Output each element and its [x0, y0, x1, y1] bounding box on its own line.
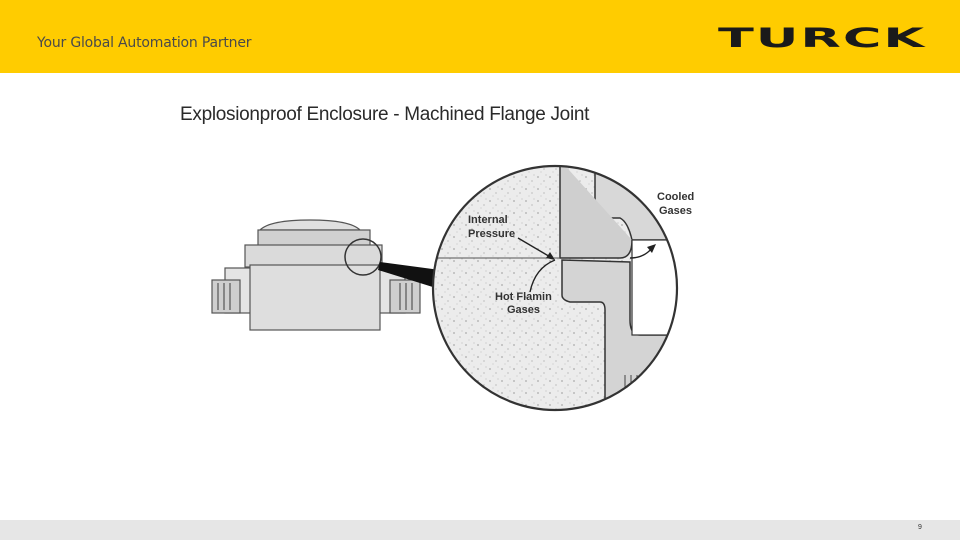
label-internal-pressure-1: Internal: [468, 214, 508, 226]
footer-bar: [0, 520, 960, 540]
label-internal-pressure-2: Pressure: [468, 228, 516, 240]
slide-title: Explosionproof Enclosure - Machined Flange Joint: [180, 104, 590, 125]
turck-logo: [716, 26, 928, 50]
magnified-view: [430, 160, 695, 420]
enclosure-body: [212, 220, 420, 330]
page-number: 9: [918, 524, 922, 531]
label-hot-gases-1: Hot Flamin: [495, 291, 552, 303]
header-bar: [0, 0, 960, 73]
header-tagline: Your Global Automation Partner: [37, 35, 252, 51]
label-cooled-gases-2: Gases: [659, 205, 693, 217]
label-cooled-gases-1: Cooled: [657, 191, 695, 203]
flange-joint-diagram: [200, 150, 700, 420]
label-hot-gases-2: Gases: [507, 304, 541, 316]
logo-text: TURCK: [718, 26, 927, 50]
